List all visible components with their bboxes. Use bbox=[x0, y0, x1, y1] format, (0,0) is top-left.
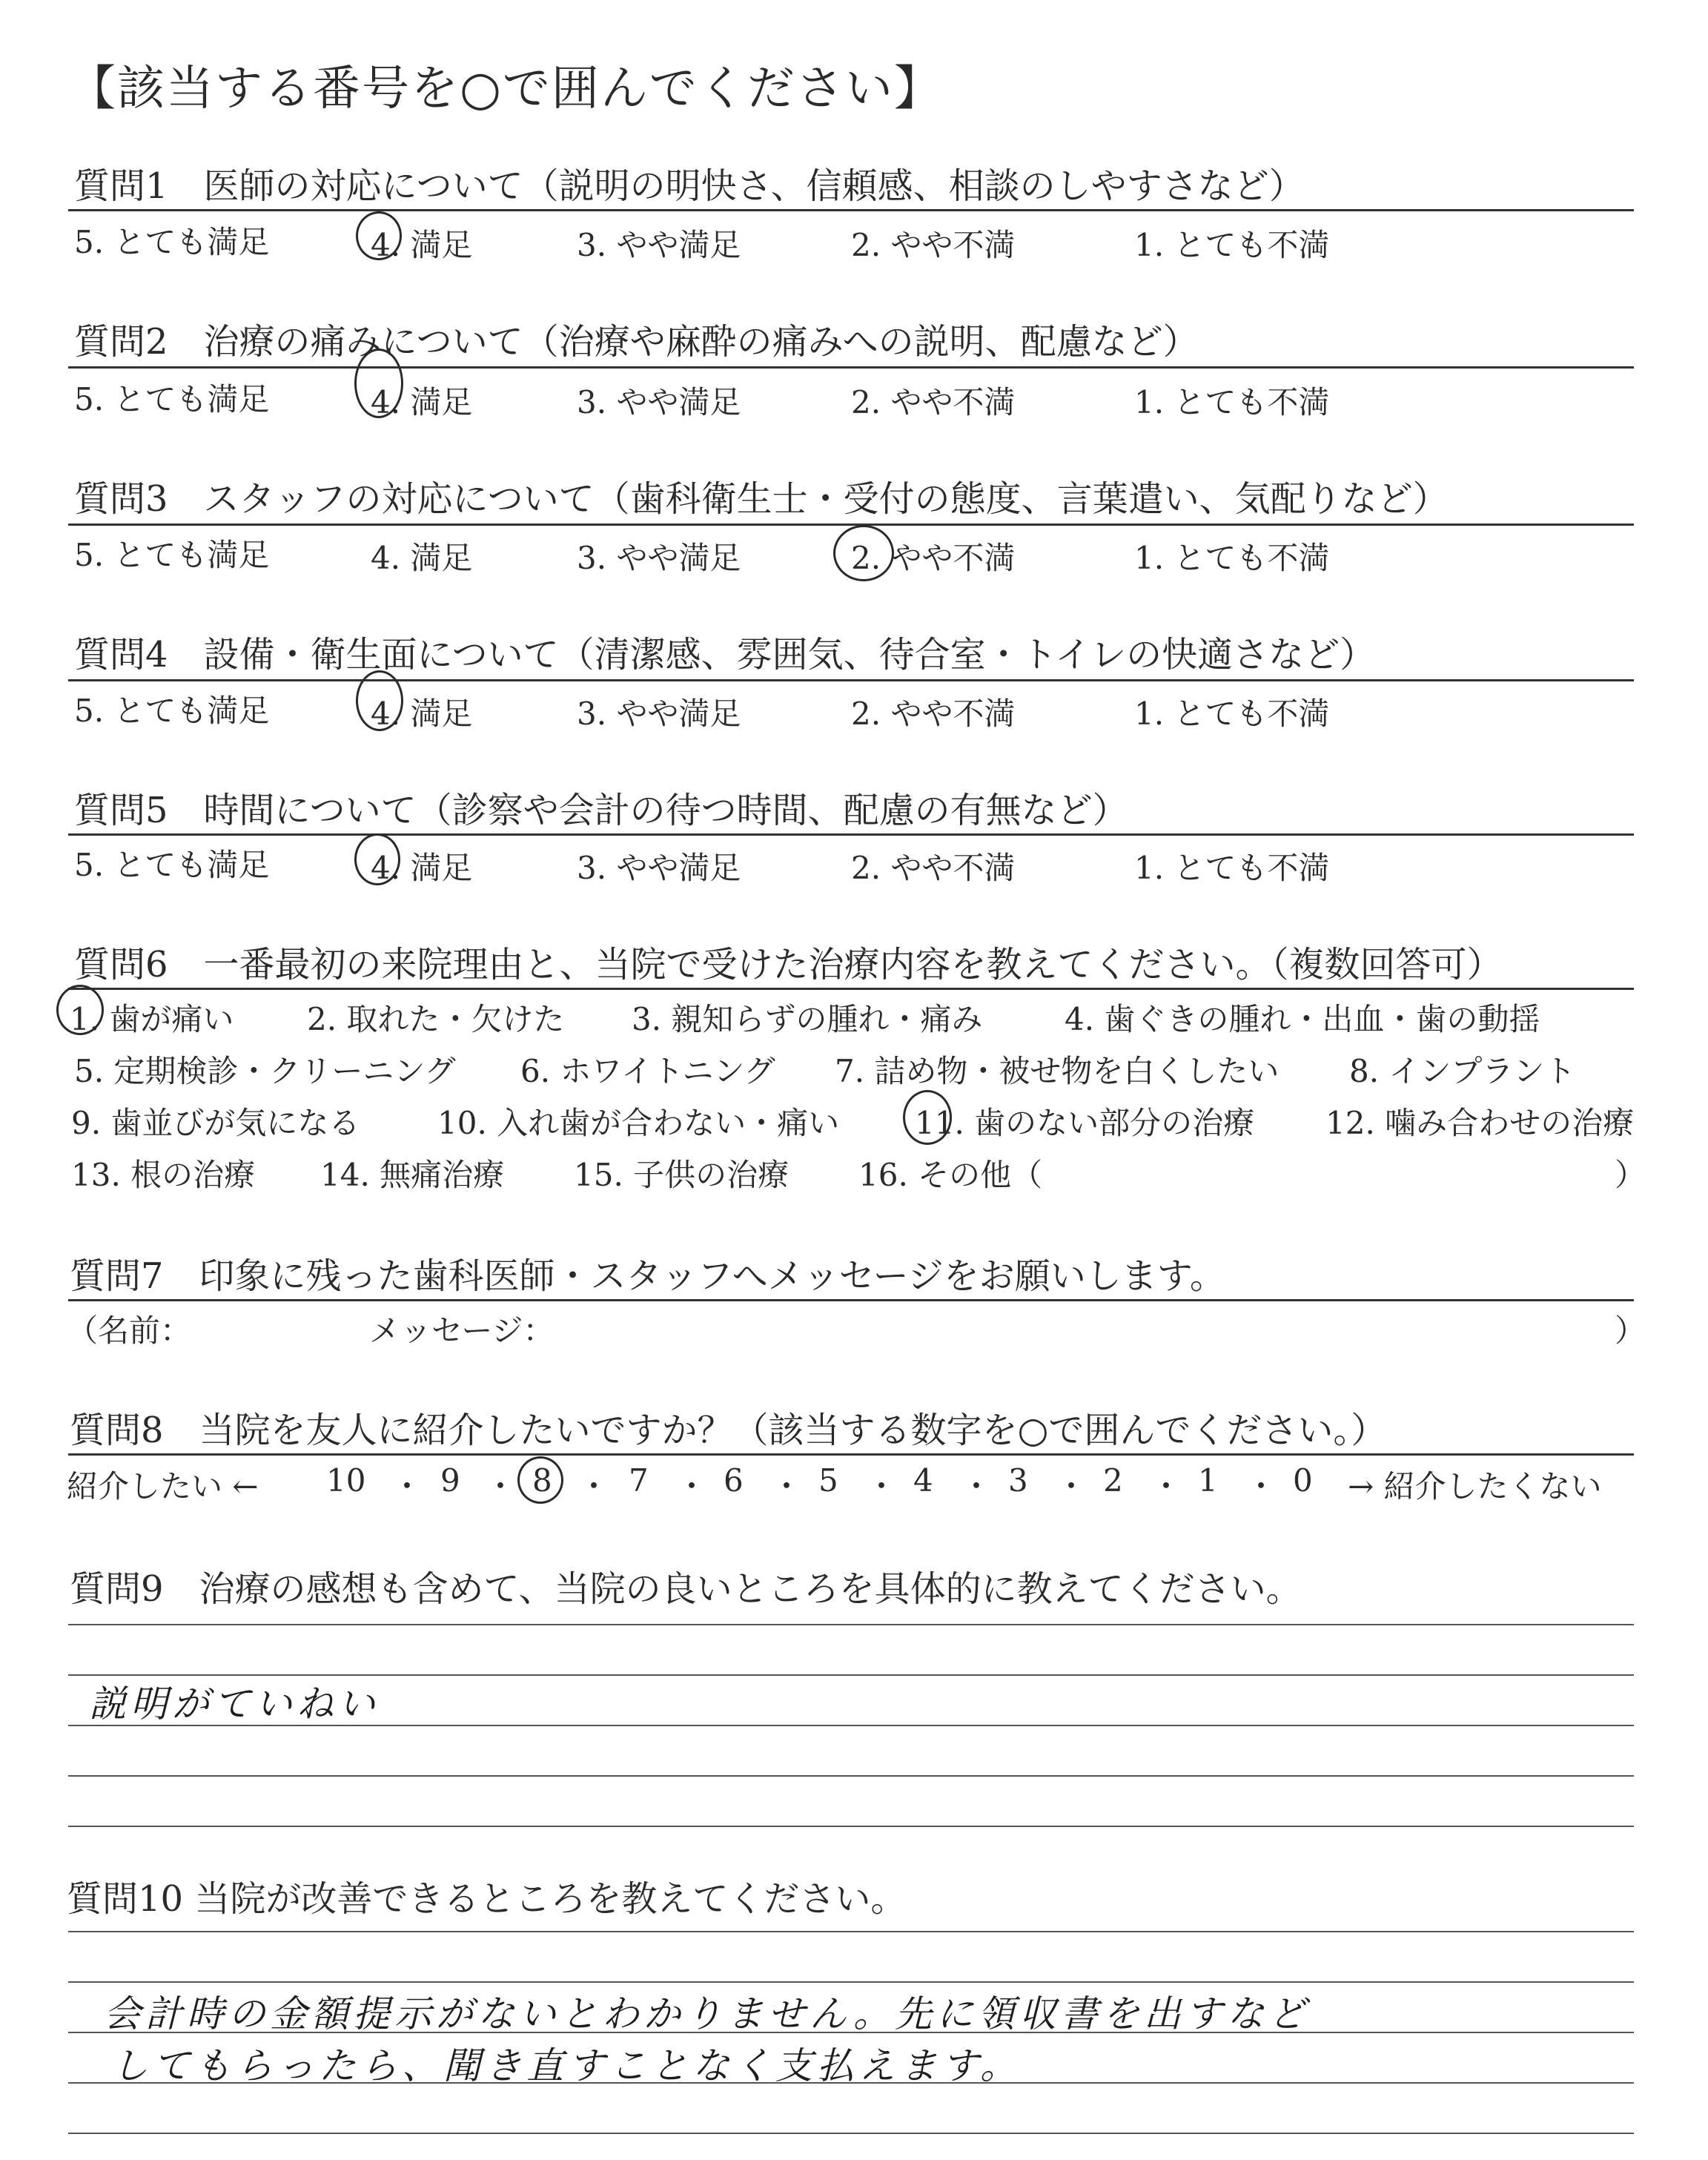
question-8-rule bbox=[68, 1453, 1634, 1456]
q8-separator: ・ bbox=[676, 1468, 708, 1505]
q6-option-13[interactable]: 13. 根の治療 bbox=[71, 1157, 256, 1193]
q1-option-1[interactable]: 1. とても不満 bbox=[1134, 227, 1330, 263]
q8-score-0[interactable]: 0 bbox=[1293, 1462, 1313, 1499]
q8-separator: ・ bbox=[1245, 1468, 1277, 1505]
q8-score-5[interactable]: 5 bbox=[818, 1462, 838, 1499]
q6-option-15[interactable]: 15. 子供の治療 bbox=[574, 1157, 790, 1193]
q3-option-2[interactable]: 2. やや不満 bbox=[851, 540, 1016, 576]
q6-option-12[interactable]: 12. 噛み合わせの治療 bbox=[1325, 1105, 1635, 1141]
q4-option-5[interactable]: 5. とても満足 bbox=[74, 693, 270, 729]
q6-option-1[interactable]: 1. 歯が痛い bbox=[70, 1001, 234, 1037]
q7-name-label: （名前： bbox=[67, 1312, 192, 1349]
q8-separator: ・ bbox=[866, 1468, 898, 1505]
q4-option-4[interactable]: 4. 満足 bbox=[371, 696, 473, 732]
q2-option-5[interactable]: 5. とても満足 bbox=[74, 381, 270, 417]
q1-option-2[interactable]: 2. やや不満 bbox=[851, 227, 1016, 263]
form-title: 【該当する番号を○で囲んでください】 bbox=[68, 62, 943, 116]
question-2-rule bbox=[68, 366, 1634, 369]
q3-option-3[interactable]: 3. やや満足 bbox=[577, 540, 741, 576]
q8-separator: ・ bbox=[961, 1468, 993, 1505]
question-6-rule bbox=[68, 988, 1634, 990]
question-5-title: 質問5 時間について（診察や会計の待つ時間、配慮の有無など） bbox=[74, 790, 1128, 831]
q1-option-5[interactable]: 5. とても満足 bbox=[74, 224, 270, 260]
q5-option-4[interactable]: 4. 満足 bbox=[371, 850, 473, 886]
q10-ruled-line bbox=[68, 1981, 1634, 1983]
question-3-rule bbox=[68, 524, 1634, 526]
q3-option-5[interactable]: 5. とても満足 bbox=[74, 537, 270, 573]
q8-score-3[interactable]: 3 bbox=[1008, 1462, 1028, 1499]
question-10-title: 質問10 当院が改善できるところを教えてください。 bbox=[67, 1878, 907, 1920]
q5-option-5[interactable]: 5. とても満足 bbox=[74, 847, 270, 883]
q9-ruled-line bbox=[68, 1624, 1634, 1625]
q1-option-3[interactable]: 3. やや満足 bbox=[577, 227, 741, 263]
q5-option-3[interactable]: 3. やや満足 bbox=[577, 850, 741, 886]
q6-option-5[interactable]: 5. 定期検診・クリーニング bbox=[74, 1053, 456, 1089]
question-4-title: 質問4 設備・衛生面について（清潔感、雰囲気、待合室・トイレの快適さなど） bbox=[74, 634, 1376, 676]
q8-selection-circle bbox=[517, 1456, 563, 1504]
q6-option-9[interactable]: 9. 歯並びが気になる bbox=[71, 1105, 360, 1141]
q8-separator: ・ bbox=[1151, 1468, 1182, 1505]
q5-option-1[interactable]: 1. とても不満 bbox=[1134, 850, 1330, 886]
q10-ruled-line bbox=[68, 2133, 1634, 2134]
q4-option-3[interactable]: 3. やや満足 bbox=[577, 696, 741, 732]
question-7-title: 質問7 印象に残った歯科医師・スタッフへメッセージをお願いします。 bbox=[70, 1255, 1225, 1297]
q8-separator: ・ bbox=[391, 1468, 423, 1505]
q8-score-2[interactable]: 2 bbox=[1103, 1462, 1123, 1499]
q10-handwritten-answer-line-1[interactable]: 会計時の金額提示がないとわかりません。先に領収書を出すなど bbox=[104, 1992, 1310, 2035]
q6-option-14[interactable]: 14. 無痛治療 bbox=[320, 1157, 505, 1193]
q3-selection-circle bbox=[833, 525, 894, 581]
q2-option-4[interactable]: 4. 満足 bbox=[371, 384, 473, 420]
q6-selection-circle-1 bbox=[56, 985, 104, 1035]
q1-option-4[interactable]: 4. 満足 bbox=[371, 227, 473, 263]
question-2-title: 質問2 治療の痛みについて（治療や麻酔の痛みへの説明、配慮など） bbox=[74, 321, 1199, 363]
q6-option-8[interactable]: 8. インプラント bbox=[1349, 1053, 1576, 1089]
q8-score-4[interactable]: 4 bbox=[913, 1462, 933, 1499]
q6-option-7[interactable]: 7. 詰め物・被せ物を白くしたい bbox=[835, 1053, 1280, 1089]
q9-handwritten-answer[interactable]: 説明がていねい bbox=[89, 1682, 380, 1725]
q6-option-11[interactable]: 11. 歯のない部分の治療 bbox=[915, 1105, 1255, 1141]
question-7-rule bbox=[68, 1299, 1634, 1301]
q8-score-10[interactable]: 10 bbox=[326, 1462, 366, 1499]
q4-option-1[interactable]: 1. とても不満 bbox=[1134, 696, 1330, 732]
q4-selection-circle bbox=[356, 670, 403, 731]
q1-selection-circle bbox=[356, 211, 402, 260]
q2-selection-circle bbox=[354, 349, 403, 418]
q6-option-3[interactable]: 3. 親知らずの腫れ・痛み bbox=[632, 1001, 983, 1037]
q3-option-4[interactable]: 4. 満足 bbox=[371, 540, 473, 576]
q5-selection-circle bbox=[354, 833, 400, 885]
question-8-title: 質問8 当院を友人に紹介したいですか？（該当する数字を○で囲んでください。） bbox=[70, 1410, 1387, 1451]
question-9-title: 質問9 治療の感想も含めて、当院の良いところを具体的に教えてください。 bbox=[70, 1568, 1302, 1610]
q6-option-4[interactable]: 4. 歯ぐきの腫れ・出血・歯の動揺 bbox=[1065, 1001, 1540, 1037]
q8-score-6[interactable]: 6 bbox=[724, 1462, 744, 1499]
q8-separator: ・ bbox=[578, 1468, 610, 1505]
q6-option-6[interactable]: 6. ホワイトニング bbox=[520, 1053, 775, 1089]
q8-separator: ・ bbox=[771, 1468, 803, 1505]
q10-ruled-line bbox=[68, 1931, 1634, 1932]
q8-score-9[interactable]: 9 bbox=[440, 1462, 460, 1499]
question-1-rule bbox=[68, 209, 1634, 211]
q8-separator: ・ bbox=[1056, 1468, 1088, 1505]
q8-left-label: 紹介したい ← bbox=[67, 1468, 259, 1505]
q3-option-1[interactable]: 1. とても不満 bbox=[1134, 540, 1330, 576]
q8-score-1[interactable]: 1 bbox=[1198, 1462, 1218, 1499]
q6-option-10[interactable]: 10. 入れ歯が合わない・痛い bbox=[437, 1105, 840, 1141]
q8-score-7[interactable]: 7 bbox=[629, 1462, 649, 1499]
q6-option-2[interactable]: 2. 取れた・欠けた bbox=[307, 1001, 565, 1037]
question-4-rule bbox=[68, 679, 1634, 681]
q10-handwritten-answer-line-2[interactable]: してもらったら、聞き直すことなく支払えます。 bbox=[111, 2044, 1022, 2087]
q8-score-8[interactable]: 8 bbox=[532, 1462, 552, 1499]
q8-right-label: → 紹介したくない bbox=[1348, 1468, 1602, 1505]
q5-option-2[interactable]: 2. やや不満 bbox=[851, 850, 1016, 886]
q6-other-close-paren: ） bbox=[1615, 1157, 1646, 1193]
q7-message-label: メッセージ： bbox=[369, 1312, 555, 1349]
q6-option-16-other[interactable]: 16. その他（ bbox=[858, 1157, 1043, 1193]
q4-option-2[interactable]: 2. やや不満 bbox=[851, 696, 1016, 732]
q2-option-1[interactable]: 1. とても不満 bbox=[1134, 384, 1330, 420]
question-6-title: 質問6 一番最初の来院理由と、当院で受けた治療内容を教えてください。（複数回答可） bbox=[74, 944, 1503, 985]
q9-ruled-line bbox=[68, 1775, 1634, 1777]
q8-separator: ・ bbox=[485, 1468, 517, 1505]
q7-message-field[interactable] bbox=[563, 1304, 1601, 1348]
q2-option-3[interactable]: 3. やや満足 bbox=[577, 384, 741, 420]
q7-close-paren: ） bbox=[1615, 1312, 1646, 1349]
q9-ruled-line bbox=[68, 1826, 1634, 1827]
question-1-title: 質問1 医師の対応について（説明の明快さ、信頼感、相談のしやすさなど） bbox=[74, 165, 1305, 207]
q2-option-2[interactable]: 2. やや不満 bbox=[851, 384, 1016, 420]
q6-selection-circle-11 bbox=[903, 1090, 952, 1145]
question-5-rule bbox=[68, 833, 1634, 836]
question-3-title: 質問3 スタッフの対応について（歯科衛生士・受付の態度、言葉遣い、気配りなど） bbox=[74, 478, 1449, 520]
